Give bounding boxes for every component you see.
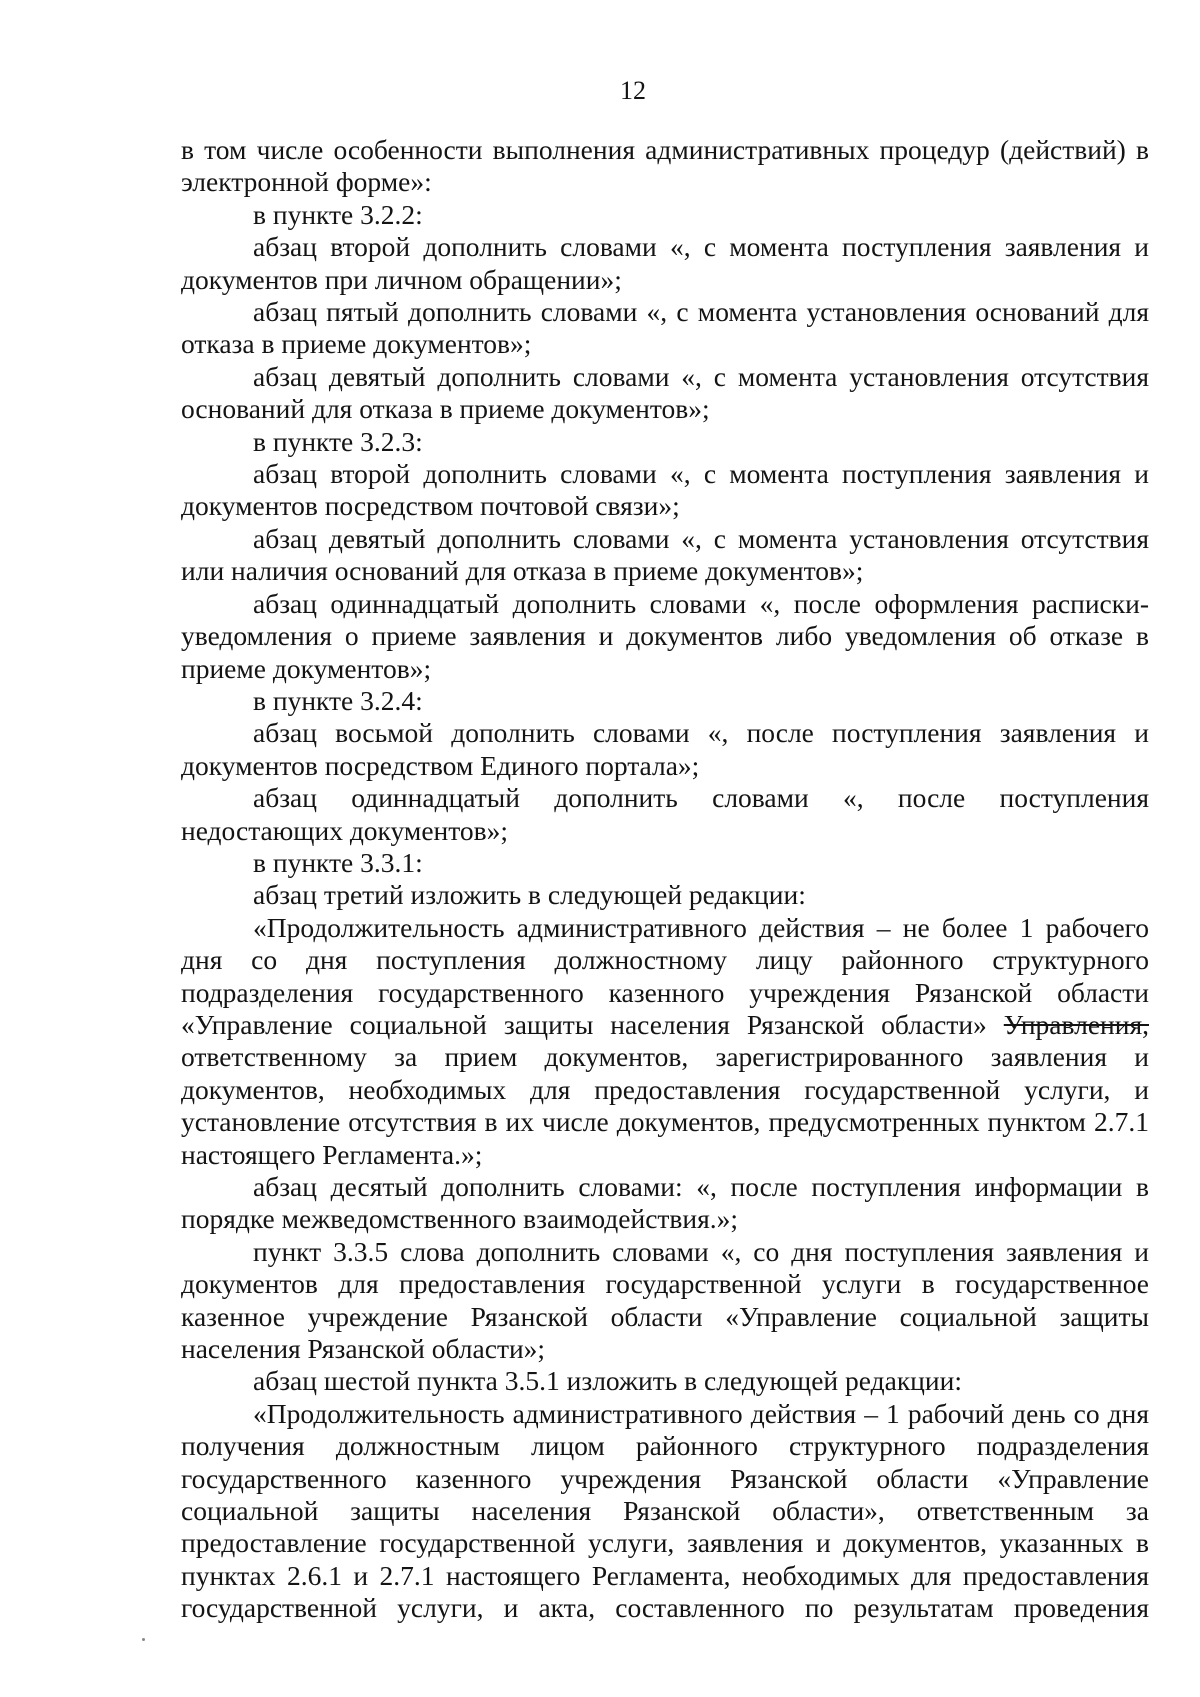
paragraph-with-strikethrough	[181, 912, 1149, 1171]
page-number: 12	[620, 76, 646, 105]
paragraph: абзац десятый дополнить словами: «, после поступления информации в порядке межведомственного взаимодействия.»;	[181, 1171, 1149, 1235]
scan-speck	[142, 1638, 145, 1641]
paragraph: в том числе особенности выполнения административных процедур (действий) в электронной форме»:	[181, 134, 1149, 198]
struck-word: Управления,	[1003, 1008, 1149, 1040]
paragraph: абзац пятый дополнить словами «, с момента установления оснований для отказа в приеме документов»;	[181, 296, 1149, 360]
paragraph: в пункте 3.2.3:	[253, 425, 423, 457]
document-body	[181, 134, 1149, 1625]
paragraph: абзац одиннадцатый дополнить словами «, после оформления расписки-уведомления о приеме заявления и документов либо уведомления об отказе в приеме документов»;	[181, 587, 1149, 684]
paragraph: «Продолжительность административного действия – 1 рабочий день со дня получения должностным лицом районного структурного подразделения государственного казенного учреждения Рязанской области «Управление социальной защиты населения Рязанской области», ответственным за предоставление государственной услуги, заявления и документов, указанных в пунктах 2.6.1 и 2.7.1 настоящего Регламента, необходимых для предоставления государственной услуги, и акта, составленного по результатам проведения	[181, 1397, 1149, 1624]
paragraph: абзац девятый дополнить словами «, с момента установления отсутствия оснований для отказа в приеме документов»;	[181, 360, 1149, 425]
paragraph: абзац девятый дополнить словами «, с момента установления отсутствия или наличия оснований для отказа в приеме документов»;	[181, 522, 1149, 587]
paragraph: абзац второй дополнить словами «, с момента поступления заявления и документов посредством почтовой связи»;	[181, 458, 1149, 522]
paragraph: абзац восьмой дополнить словами «, после поступления заявления и документов посредством Единого портала»;	[181, 717, 1149, 781]
paragraph-text-after: ответственному за прием документов, зарегистрированного заявления и документов, необходимых для предоставления государственной услуги, и установление отсутствия в их числе документов, предусмотренных пунктом 2.7.1 настоящего Регламента.»;	[181, 1041, 1149, 1170]
paragraph: абзац одиннадцатый дополнить словами «, после поступления недостающих документов»;	[181, 782, 1149, 846]
paragraph: в пункте 3.2.2:	[253, 198, 423, 230]
paragraph: абзац второй дополнить словами «, с момента поступления заявления и документов при личном обращении»;	[181, 231, 1149, 295]
paragraph: в пункте 3.3.1:	[253, 846, 423, 878]
paragraph: пункт 3.3.5 слова дополнить словами «, со дня поступления заявления и документов для предоставления государственной услуги в государственное казенное учреждение Рязанской области «Управление социальной защиты населения Рязанской области»;	[181, 1235, 1149, 1365]
paragraph-text-before: «Продолжительность административного действия – не более 1 рабочего дня со дня поступления должностному лицу районного структурного подразделения государственного казенного учреждения Рязанской области «Управление социальной защиты населения Рязанской области»	[181, 911, 1149, 1040]
paragraph: в пункте 3.2.4:	[253, 684, 423, 716]
paragraph: абзац шестой пункта 3.5.1 изложить в следующей редакции:	[253, 1365, 962, 1397]
paragraph: абзац третий изложить в следующей редакции:	[253, 879, 806, 911]
